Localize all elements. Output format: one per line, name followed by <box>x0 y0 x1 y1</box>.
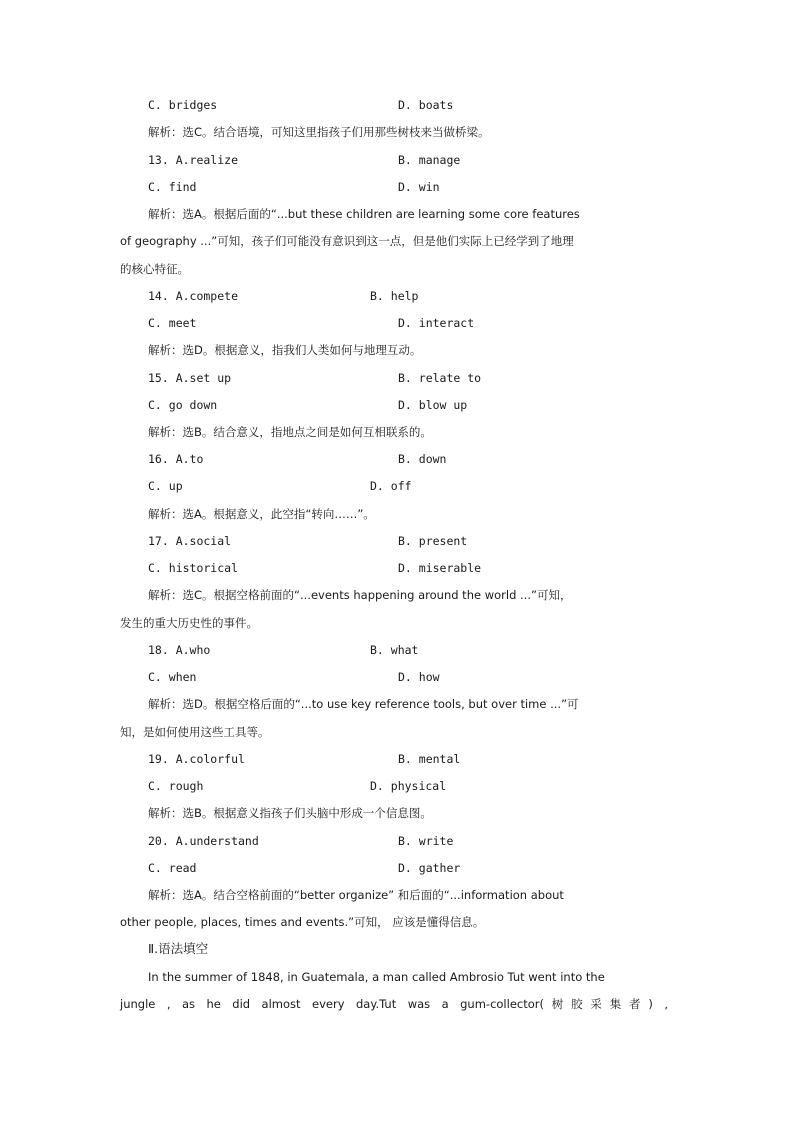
answer-19: 解析：选B。根据意义指孩子们头脑中形成一个信息图。 <box>148 806 432 820</box>
passage-line-1: In the summer of 1848, in Guatemala, a man called Ambrosio Tut went into the <box>148 970 605 984</box>
option-c: C. bridges <box>148 98 218 112</box>
q14-row-2: C. meet D. interact <box>148 316 475 330</box>
answer-17-line-1: 解析：选C。根据空格前面的“...events happening around the world ...”可知， <box>148 588 572 602</box>
passage-line-2: jungle , as he did almost every day.Tut was a gum-collector(树胶采集者) , <box>120 997 668 1011</box>
q13-row-2: C. find D. win <box>148 180 440 194</box>
q13-row-1: 13. A.realize B. manage <box>148 153 461 167</box>
q18-row-2: C. when D. how <box>148 670 440 684</box>
q15-row-1: 15. A.set up B. relate to <box>148 371 482 385</box>
answer-18-line-1: 解析：选D。根据空格后面的“...to use key reference tools, but over time ...”可 <box>148 697 579 711</box>
q20-row-2: C. read D. gather <box>148 861 461 875</box>
q12-options-row <box>0 93 794 117</box>
q16-row-2: C. up D. off <box>148 479 412 493</box>
q19-row-1: 19. A.colorful B. mental <box>148 752 461 766</box>
answer-13-line-2: of geography ...”可知，孩子们可能没有意识到这一点，但是他们实际上已经学到了地理 <box>120 234 574 248</box>
answer-12: 解析：选C。结合语境，可知这里指孩子们用那些树枝来当做桥梁。 <box>148 125 490 139</box>
q16-row-1: 16. A.to B. down <box>148 452 447 466</box>
q15-row-2: C. go down D. blow up <box>148 398 468 412</box>
q17-row-2: C. historical D. miserable <box>148 561 482 575</box>
answer-13-line-1: 解析：选A。根据后面的“...but these children are learning some core features <box>148 207 580 221</box>
q17-row-1: 17. A.social B. present <box>148 534 468 548</box>
answer-20-line-2: other people, places, times and events.”可知， 应该是懂得信息。 <box>120 915 485 929</box>
answer-20-line-1: 解析：选A。结合空格前面的“better organize” 和后面的“...information about <box>148 888 564 902</box>
answer-16: 解析：选A。根据意义，此空指“转向……”。 <box>148 507 375 521</box>
answer-17-line-2: 发生的重大历史性的事件。 <box>120 616 258 630</box>
q14-row-1: 14. A.compete B. help <box>148 289 419 303</box>
q18-row-1: 18. A.who B. what <box>148 643 419 657</box>
section-heading: Ⅱ.语法填空 <box>148 941 209 956</box>
answer-13-line-3: 的核心特征。 <box>120 262 189 276</box>
q19-row-2: C. rough D. physical <box>148 779 447 793</box>
answer-15: 解析：选B。结合意义，指地点之间是如何互相联系的。 <box>148 425 432 439</box>
option-d: D. boats <box>398 98 454 112</box>
q20-row-1: 20. A.understand B. write <box>148 834 454 848</box>
answer-18-line-2: 知，是如何使用这些工具等。 <box>120 725 270 739</box>
answer-14: 解析：选D。根据意义，指我们人类如何与地理互动。 <box>148 343 422 357</box>
